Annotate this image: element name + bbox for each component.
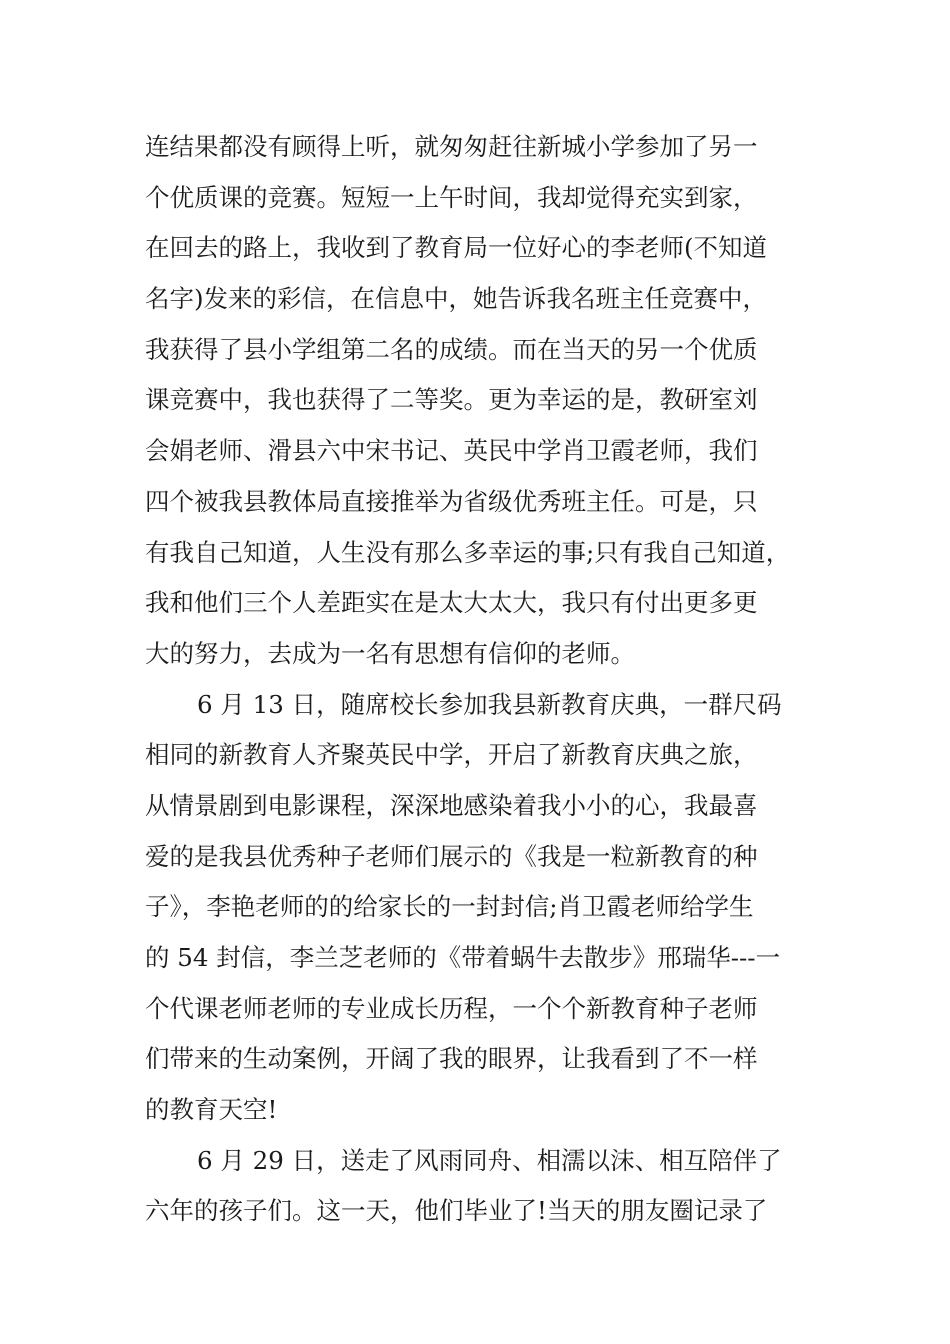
text-line: 子》，李艳老师的的给家长的一封封信;肖卫霞老师给学生 [145,892,754,922]
text-line: 有我自己知道，人生没有那么多幸运的事;只有我自己知道， [145,537,791,567]
text-line: 会娟老师、滑县六中宋书记、英民中学肖卫霞老师，我们 [145,436,758,466]
text-line: 我获得了县小学组第二名的成绩。而在当天的另一个优质 [145,334,758,364]
text-line: 从情景剧到电影课程，深深地感染着我小小的心，我最喜 [145,790,758,820]
text-line: 我和他们三个人差距实在是太大太大，我只有付出更多更 [145,588,758,618]
text-line: 连结果都没有顾得上听，就匆匆赶往新城小学参加了另一 [145,132,758,161]
text-line: 大的努力，去成为一名有思想有信仰的老师。 [145,638,635,668]
text-line: 课竞赛中，我也获得了二等奖。更为幸运的是，教研室刘 [145,385,758,415]
text-line: 四个被我县教体局直接推举为省级优秀班主任。可是，只 [145,486,758,516]
text-line: 六年的孩子们。这一天，他们毕业了!当天的朋友圈记录了 [145,1196,768,1226]
text-line: 6 月 29 日，送走了风雨同舟、相濡以沫、相互陪伴了 [197,1145,782,1175]
text-line: 相同的新教育人齐聚英民中学，开启了新教育庆典之旅， [145,740,758,770]
paragraph-3 [145,1136,825,1237]
text-line: 个优质课的竞赛。短短一上午时间，我却觉得充实到家， [145,182,758,212]
document-body [145,122,825,1237]
text-line: 6 月 13 日，随席校长参加我县新教育庆典，一群尺码 [197,689,782,719]
text-line: 的 54 封信，李兰芝老师的《带着蜗牛去散步》邢瑞华---一 [145,943,781,972]
paragraph-2 [145,680,825,1136]
text-line: 们带来的生动案例，开阔了我的眼界，让我看到了不一样 [145,1044,758,1074]
text-line: 名字)发来的彩信，在信息中，她告诉我名班主任竞赛中， [145,284,768,314]
paragraph-1 [145,122,825,680]
text-line: 在回去的路上，我收到了教育局一位好心的李老师(不知道 [145,233,768,263]
text-line: 爱的是我县优秀种子老师们展示的《我是一粒新教育的种 [145,841,758,871]
text-line: 个代课老师老师的专业成长历程，一个个新教育种子老师 [145,993,758,1023]
text-line: 的教育天空! [145,1095,278,1125]
